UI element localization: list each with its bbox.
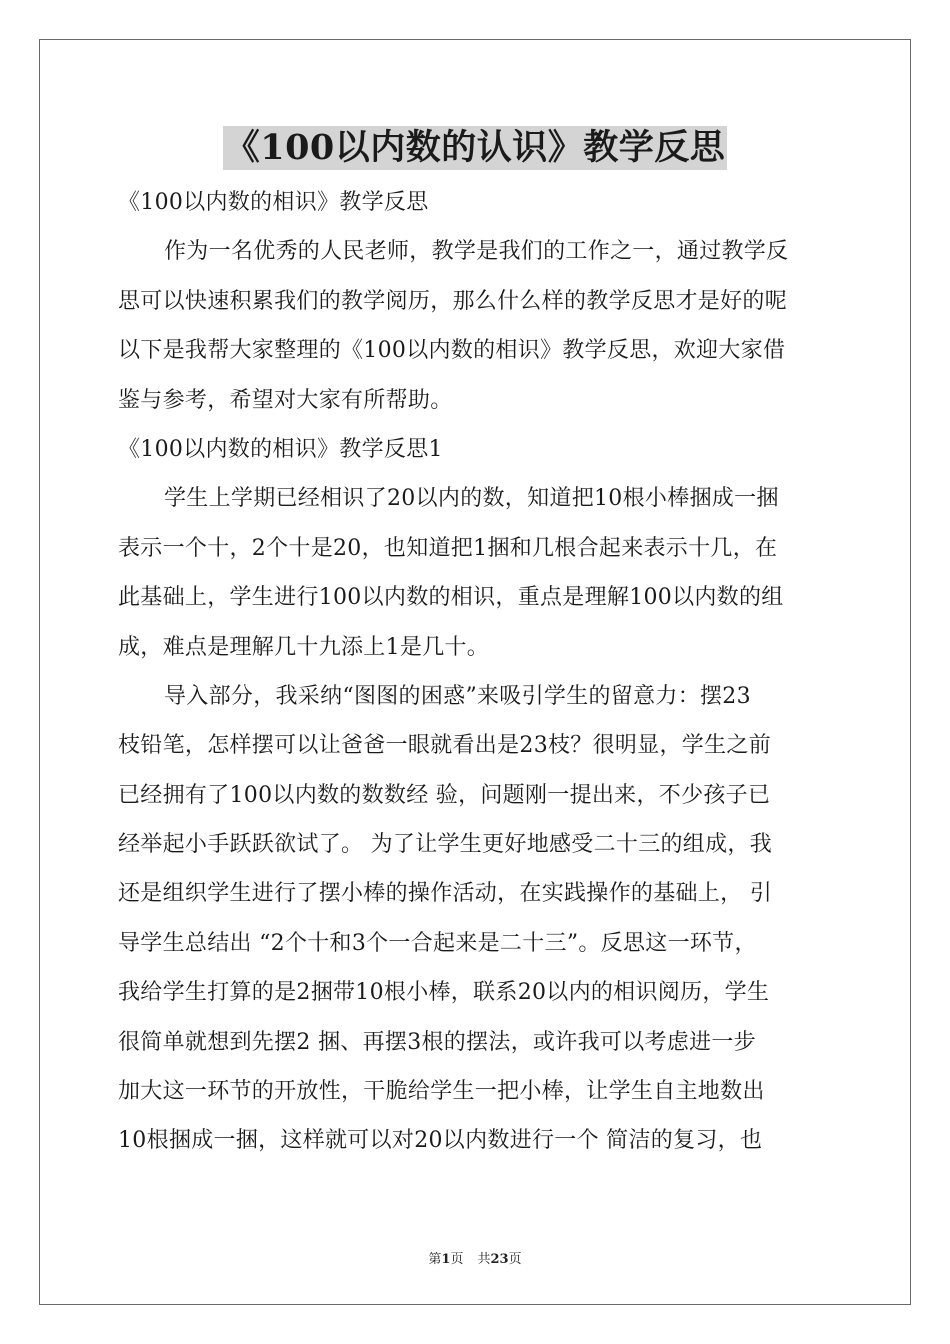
total-label-prefix: 共 — [477, 1252, 491, 1267]
paragraph-line: 成，难点是理解几十九添上1是几十。 — [118, 634, 490, 660]
paragraph-line: 以下是我帮大家整理的《100以内数的相识》教学反思，欢迎大家借 — [118, 338, 786, 364]
paragraph-line: 作为一名优秀的人民老师，教学是我们的工作之一，通过教学反 — [164, 239, 789, 265]
paragraph-line: 思可以快速积累我们的教学阅历，那么什么样的教学反思才是好的呢 — [118, 288, 788, 314]
paragraph-line: 学生上学期已经相识了20以内的数，知道把10根小棒捆成一捆 — [164, 486, 779, 512]
document-title: 《100以内数的认识》教学反思 — [224, 127, 726, 168]
subtitle-line: 《100以内数的相识》教学反思 — [118, 190, 429, 215]
paragraph-line: 10根捆成一捆，这样就可以对20以内数进行一个 简洁的复习，也 — [118, 1128, 763, 1154]
section-heading: 《100以内数的相识》教学反思1 — [118, 436, 443, 462]
paragraph-line: 表示一个十，2个十是20，也知道把1捆和几根合起来表示十几，在 — [118, 535, 778, 561]
paragraph-line: 经举起小手跃跃欲试了。 为了让学生更好地感受二十三的组成，我 — [118, 832, 772, 858]
paragraph-line: 枝铅笔，怎样摆可以让爸爸一眼就看出是23枝？很明显，学生之前 — [118, 733, 771, 759]
page-label-prefix: 第 — [428, 1252, 442, 1267]
paragraph-line: 导入部分，我采纳“图图的困惑”来吸引学生的留意力：摆23 — [164, 683, 751, 709]
paragraph-line: 我给学生打算的是2捆带10根小棒，联系20以内的相识阅历，学生 — [118, 980, 770, 1006]
total-label-suffix: 页 — [508, 1252, 522, 1267]
paragraph-line: 很简单就想到先摆2 捆、再摆3根的摆法，或许我可以考虑进一步 — [118, 1029, 756, 1055]
paragraph-line: 导学生总结出 “2个十和3个一合起来是二十三”。反思这一环节， — [118, 930, 757, 956]
paragraph-line: 已经拥有了100以内数的数数经 验，问题刚一提出来，不少孩子已 — [118, 782, 771, 808]
title-container — [0, 126, 950, 170]
document-body — [118, 178, 834, 1166]
paragraph-line: 鉴与参考，希望对大家有所帮助。 — [118, 387, 453, 413]
page-number: 1 — [441, 1252, 451, 1267]
paragraph-line: 加大这一环节的开放性，干脆给学生一把小棒，让学生自主地数出 — [118, 1079, 765, 1105]
paragraph-line: 还是组织学生进行了摆小棒的操作活动，在实践操作的基础上， 引 — [118, 881, 772, 907]
total-pages: 23 — [490, 1252, 509, 1267]
page-footer — [0, 1248, 950, 1267]
paragraph-line: 此基础上，学生进行100以内数的相识，重点是理解100以内数的组 — [118, 585, 784, 611]
page-label-suffix: 页 — [450, 1252, 464, 1267]
